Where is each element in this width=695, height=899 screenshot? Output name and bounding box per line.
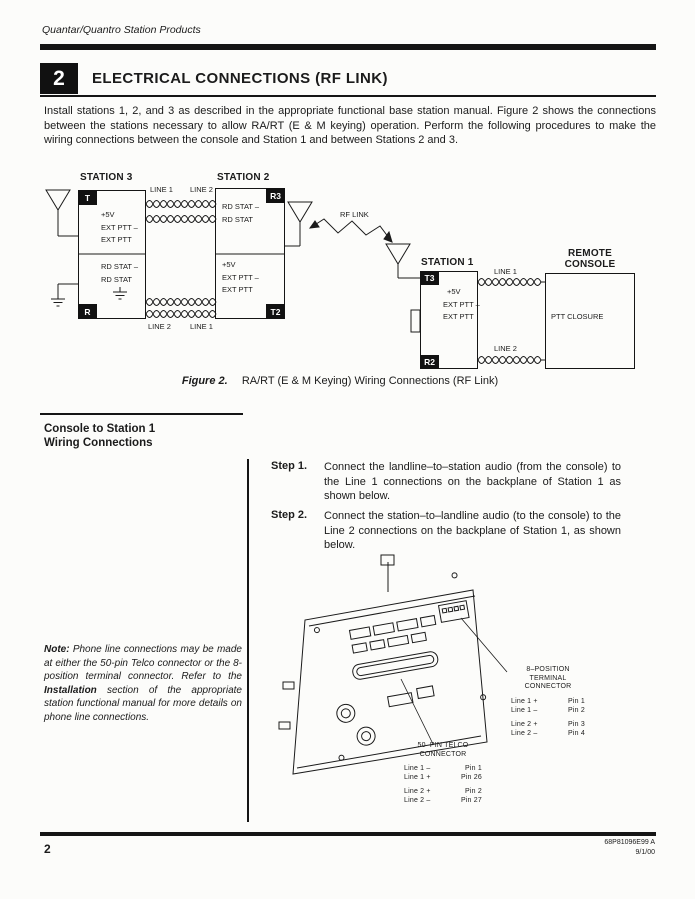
pin-row (511, 697, 585, 706)
remote-console-title-line2: CONSOLE (564, 259, 616, 270)
wire-label-line2: LINE 2 (494, 344, 517, 353)
pin-row (404, 796, 482, 805)
intro-paragraph: Install stations 1, 2, and 3 as described in the appropriate functional base station manual. Figure 2 shows the connections between the stations necessary to allow RA/RT (E & M keying) operation. Perform the following procedures to make the wiring connections between the console and Station 1 and between Stations 2 and 3. (44, 105, 656, 146)
section-title: ELECTRICAL CONNECTIONS (RF LINK) (92, 70, 388, 87)
pin-row (511, 706, 585, 715)
station1-terminal-label: EXT PTT (443, 312, 474, 321)
pin-row (511, 720, 585, 729)
step1-text: Connect the landline–to–station audio (from the console) to the Line 1 connections on the backplane of Station 1 as shown below. (324, 461, 621, 502)
station2-terminal-label: +5V (222, 260, 236, 269)
ground-icon (51, 284, 78, 306)
pin-number-label: Pin 4 (568, 729, 585, 737)
pin-line-label: Line 1 – (404, 765, 431, 772)
pin-line-label: Line 1 – (511, 706, 538, 714)
note-paragraph (44, 643, 242, 724)
terminal-pin-table (511, 697, 585, 738)
station1-title: STATION 1 (421, 257, 474, 268)
subsection-heading-line2: Wiring Connections (44, 437, 153, 449)
wire-label-line2: LINE 2 (190, 185, 213, 194)
pin-line-label: Line 1 + (404, 774, 431, 781)
column-divider (247, 459, 249, 822)
antenna-icon (386, 244, 420, 278)
telco-pin-table (404, 764, 482, 805)
note-text-after: section of the appropriate station functional manual for more details on phone line connections. (44, 684, 242, 723)
pin-number-label: Pin 1 (465, 765, 482, 772)
page-header: Quantar/Quantro Station Products (42, 24, 201, 36)
step2-label: Step 2. (271, 509, 308, 521)
station3-terminal-label: +5V (101, 210, 115, 219)
callout-terminal-title-line3: CONNECTOR (524, 683, 572, 690)
pin-number-label: Pin 1 (568, 697, 585, 705)
station3-terminal-label: RD STAT – (101, 262, 139, 271)
callout-telco-title-line1: 50–PIN TELCO (417, 742, 469, 749)
antenna-icon (46, 190, 78, 236)
section-title-rule (40, 95, 656, 97)
pin-number-label: Pin 26 (460, 774, 482, 781)
callout-terminal-title-line1: 8–POSITION (526, 666, 570, 673)
footer-rule (40, 832, 656, 836)
pin-line-label: Line 1 + (511, 697, 538, 705)
section-number-box: 2 (40, 63, 78, 94)
station3-terminal-label: RD STAT (101, 275, 132, 284)
rf-link-arrow (310, 219, 392, 242)
note-emphasis: Installation (44, 684, 97, 696)
pin-number-label: Pin 3 (568, 720, 585, 728)
figure2-wiring-diagram (0, 166, 695, 374)
pin-line-label: Line 2 – (511, 729, 538, 737)
note-text-before: Phone line connections may be made at either the 50-pin Telco connector or the 8-position terminal connector. Refer to the (44, 644, 242, 682)
figure2-caption-label: Figure 2. (181, 375, 228, 387)
footer-date: 9/1/00 (635, 848, 655, 856)
station1-terminal-label: EXT PTT – (443, 300, 480, 309)
wire-label-line1: LINE 1 (190, 322, 213, 331)
station3-title: STATION 3 (80, 172, 133, 183)
callout-terminal-title-line2: TERMINAL (529, 674, 567, 682)
pin-line-label: Line 2 + (511, 720, 538, 728)
header-rule (40, 44, 656, 50)
subsection-heading-line1: Console to Station 1 (44, 423, 156, 435)
station2-terminal-label: EXT PTT – (222, 273, 259, 282)
wire-label-line1: LINE 1 (494, 267, 517, 276)
pin-row (404, 773, 482, 782)
station2-terminal-label: RD STAT (222, 215, 253, 224)
callout-telco-title-line2: CONNECTOR (419, 750, 467, 758)
pin-row (404, 787, 482, 796)
pin-number-label: Pin 2 (465, 788, 482, 795)
subsection-rule (40, 413, 243, 415)
note-label: Note: (44, 644, 70, 655)
station2-title: STATION 2 (217, 172, 270, 183)
step1-label: Step 1. (271, 460, 308, 472)
station2-terminal-label: EXT PTT (222, 285, 253, 294)
station3-terminal-label: EXT PTT – (101, 223, 138, 232)
station2-cell-top: R3 (266, 188, 285, 203)
station3-terminal-label: EXT PTT (101, 235, 132, 244)
pin-row (404, 764, 482, 773)
pin-number-label: Pin 27 (460, 797, 482, 804)
remote-console-box (545, 273, 635, 369)
footer-page-number: 2 (44, 842, 51, 856)
station2-cell-bottom: T2 (266, 304, 285, 319)
pin-row (511, 729, 585, 738)
antenna-icon (285, 202, 312, 246)
station2-terminal-label: RD STAT – (222, 202, 260, 211)
ptt-closure-label: PTT CLOSURE (551, 312, 604, 321)
callout-telco-connector (396, 742, 490, 805)
station1-cell-top: T3 (420, 271, 439, 285)
wire-label-line2: LINE 2 (148, 322, 171, 331)
footer-doc-number: 68P81096E99 A (604, 839, 655, 846)
footer-doc-block (545, 838, 655, 857)
pin-line-label: Line 2 + (404, 788, 431, 795)
station1-terminal-label: +5V (447, 287, 461, 296)
rf-link-label: RF LINK (340, 210, 369, 219)
station1-cell-bottom: R2 (420, 355, 439, 369)
callout-terminal-connector (498, 666, 598, 738)
wire-label-line1: LINE 1 (150, 185, 173, 194)
pin-number-label: Pin 2 (568, 706, 585, 714)
station3-cell-bottom: R (78, 304, 97, 319)
figure2-caption-text: RA/RT (E & M Keying) Wiring Connections (RF Link) (241, 375, 499, 387)
station3-cell-top: T (78, 190, 97, 205)
figure2-caption (10, 375, 670, 387)
remote-console-title-line1: REMOTE (568, 248, 612, 259)
pin-line-label: Line 2 – (404, 797, 431, 804)
step2-text: Connect the station–to–landline audio (to the console) to the Line 2 connections on the backplane of Station 1, as shown below. (324, 510, 621, 551)
